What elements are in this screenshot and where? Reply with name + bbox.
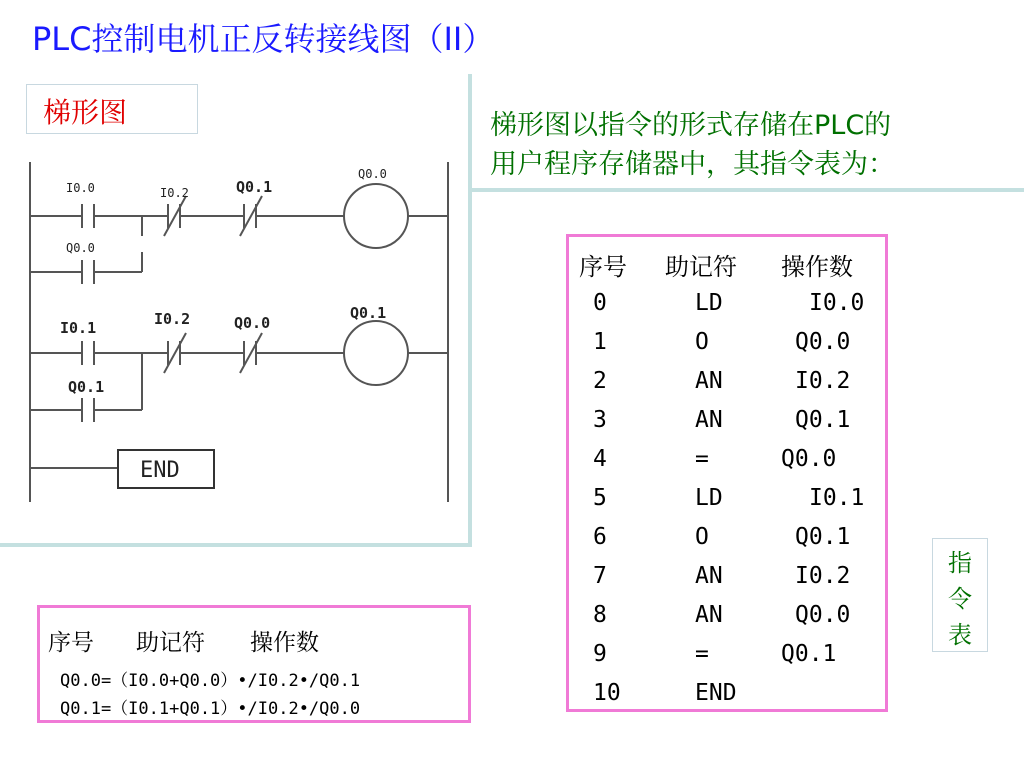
row-mnemonic: LD <box>695 290 723 316</box>
instruction-table <box>566 234 888 712</box>
row-operand: Q0.1 <box>795 407 851 433</box>
rung1-contact3-label: Q0.1 <box>236 178 273 196</box>
row-seq: 2 <box>593 368 607 394</box>
row-mnemonic: END <box>695 680 737 706</box>
row-operand: Q0.0 <box>781 446 837 472</box>
divider-horizontal-right <box>472 188 1024 192</box>
rung2-coil-label: Q0.1 <box>350 304 387 322</box>
ladder-label-box <box>26 84 198 134</box>
row-mnemonic: AN <box>695 602 723 628</box>
rung1-contact1-label: I0.0 <box>66 181 95 195</box>
rung1-parallel-label: Q0.0 <box>66 241 95 255</box>
row-operand: I0.2 <box>795 368 851 394</box>
equations-header-operand: 操作数 <box>250 630 319 656</box>
rung2-parallel-label: Q0.1 <box>68 378 105 396</box>
rung2-contact3-label: Q0.0 <box>234 314 271 332</box>
row-seq: 5 <box>593 485 607 511</box>
page-title: PLC控制电机正反转接线图（II） <box>32 20 495 58</box>
row-mnemonic: O <box>695 329 709 355</box>
description-line1: 梯形图以指令的形式存储在PLC的 <box>490 110 892 141</box>
row-operand: I0.2 <box>795 563 851 589</box>
row-mnemonic: AN <box>695 407 723 433</box>
equation-q01: Q0.1=（I0.1+Q0.1）•/I0.2•/Q0.0 <box>60 699 361 719</box>
table-row <box>569 290 885 329</box>
side-label-box <box>932 538 988 652</box>
table-row <box>569 446 885 485</box>
row-operand: Q0.1 <box>781 641 837 667</box>
description-line2: 用户程序存储器中，其指令表为： <box>490 149 895 180</box>
equations-header-seq: 序号 <box>48 630 94 656</box>
rung1-coil-label: Q0.0 <box>358 167 387 181</box>
row-mnemonic: AN <box>695 368 723 394</box>
table-header-mnemonic: 助记符 <box>665 253 737 281</box>
table-row <box>569 524 885 563</box>
table-row <box>569 368 885 407</box>
table-row <box>569 602 885 641</box>
row-mnemonic: AN <box>695 563 723 589</box>
table-row <box>569 329 885 368</box>
table-row <box>569 680 885 719</box>
side-label-char3: 表 <box>948 621 972 649</box>
row-operand: I0.0 <box>809 290 865 316</box>
row-operand: Q0.1 <box>795 524 851 550</box>
row-operand: Q0.0 <box>795 602 851 628</box>
row-seq: 7 <box>593 563 607 589</box>
row-mnemonic: = <box>695 641 709 667</box>
rung1-coil <box>344 184 408 248</box>
end-label: END <box>140 458 180 483</box>
equations-header-mnemonic: 助记符 <box>136 630 205 656</box>
ladder-diagram <box>0 150 470 530</box>
rung2-contact1-label: I0.1 <box>60 319 97 337</box>
equations-box <box>37 605 471 723</box>
row-seq: 1 <box>593 329 607 355</box>
table-row <box>569 563 885 602</box>
row-mnemonic: O <box>695 524 709 550</box>
divider-horizontal-left <box>0 543 472 547</box>
row-seq: 0 <box>593 290 607 316</box>
table-row <box>569 485 885 524</box>
rung1-contact2-label: I0.2 <box>160 186 189 200</box>
row-seq: 6 <box>593 524 607 550</box>
row-mnemonic: LD <box>695 485 723 511</box>
row-mnemonic: = <box>695 446 709 472</box>
row-seq: 10 <box>593 680 621 706</box>
row-seq: 3 <box>593 407 607 433</box>
rung2-coil <box>344 321 408 385</box>
row-operand: Q0.0 <box>795 329 851 355</box>
side-label-char1: 指 <box>948 549 972 577</box>
description <box>490 106 895 184</box>
table-row <box>569 641 885 680</box>
row-seq: 4 <box>593 446 607 472</box>
equation-q00: Q0.0=（I0.0+Q0.0）•/I0.2•/Q0.1 <box>60 671 361 691</box>
table-header-seq: 序号 <box>579 253 627 281</box>
rung2-contact2-label: I0.2 <box>154 310 191 328</box>
ladder-label: 梯形图 <box>43 96 128 129</box>
side-label-char2: 令 <box>948 585 972 613</box>
row-seq: 9 <box>593 641 607 667</box>
row-seq: 8 <box>593 602 607 628</box>
row-operand: I0.1 <box>809 485 865 511</box>
table-header-operand: 操作数 <box>781 253 853 281</box>
table-row <box>569 407 885 446</box>
